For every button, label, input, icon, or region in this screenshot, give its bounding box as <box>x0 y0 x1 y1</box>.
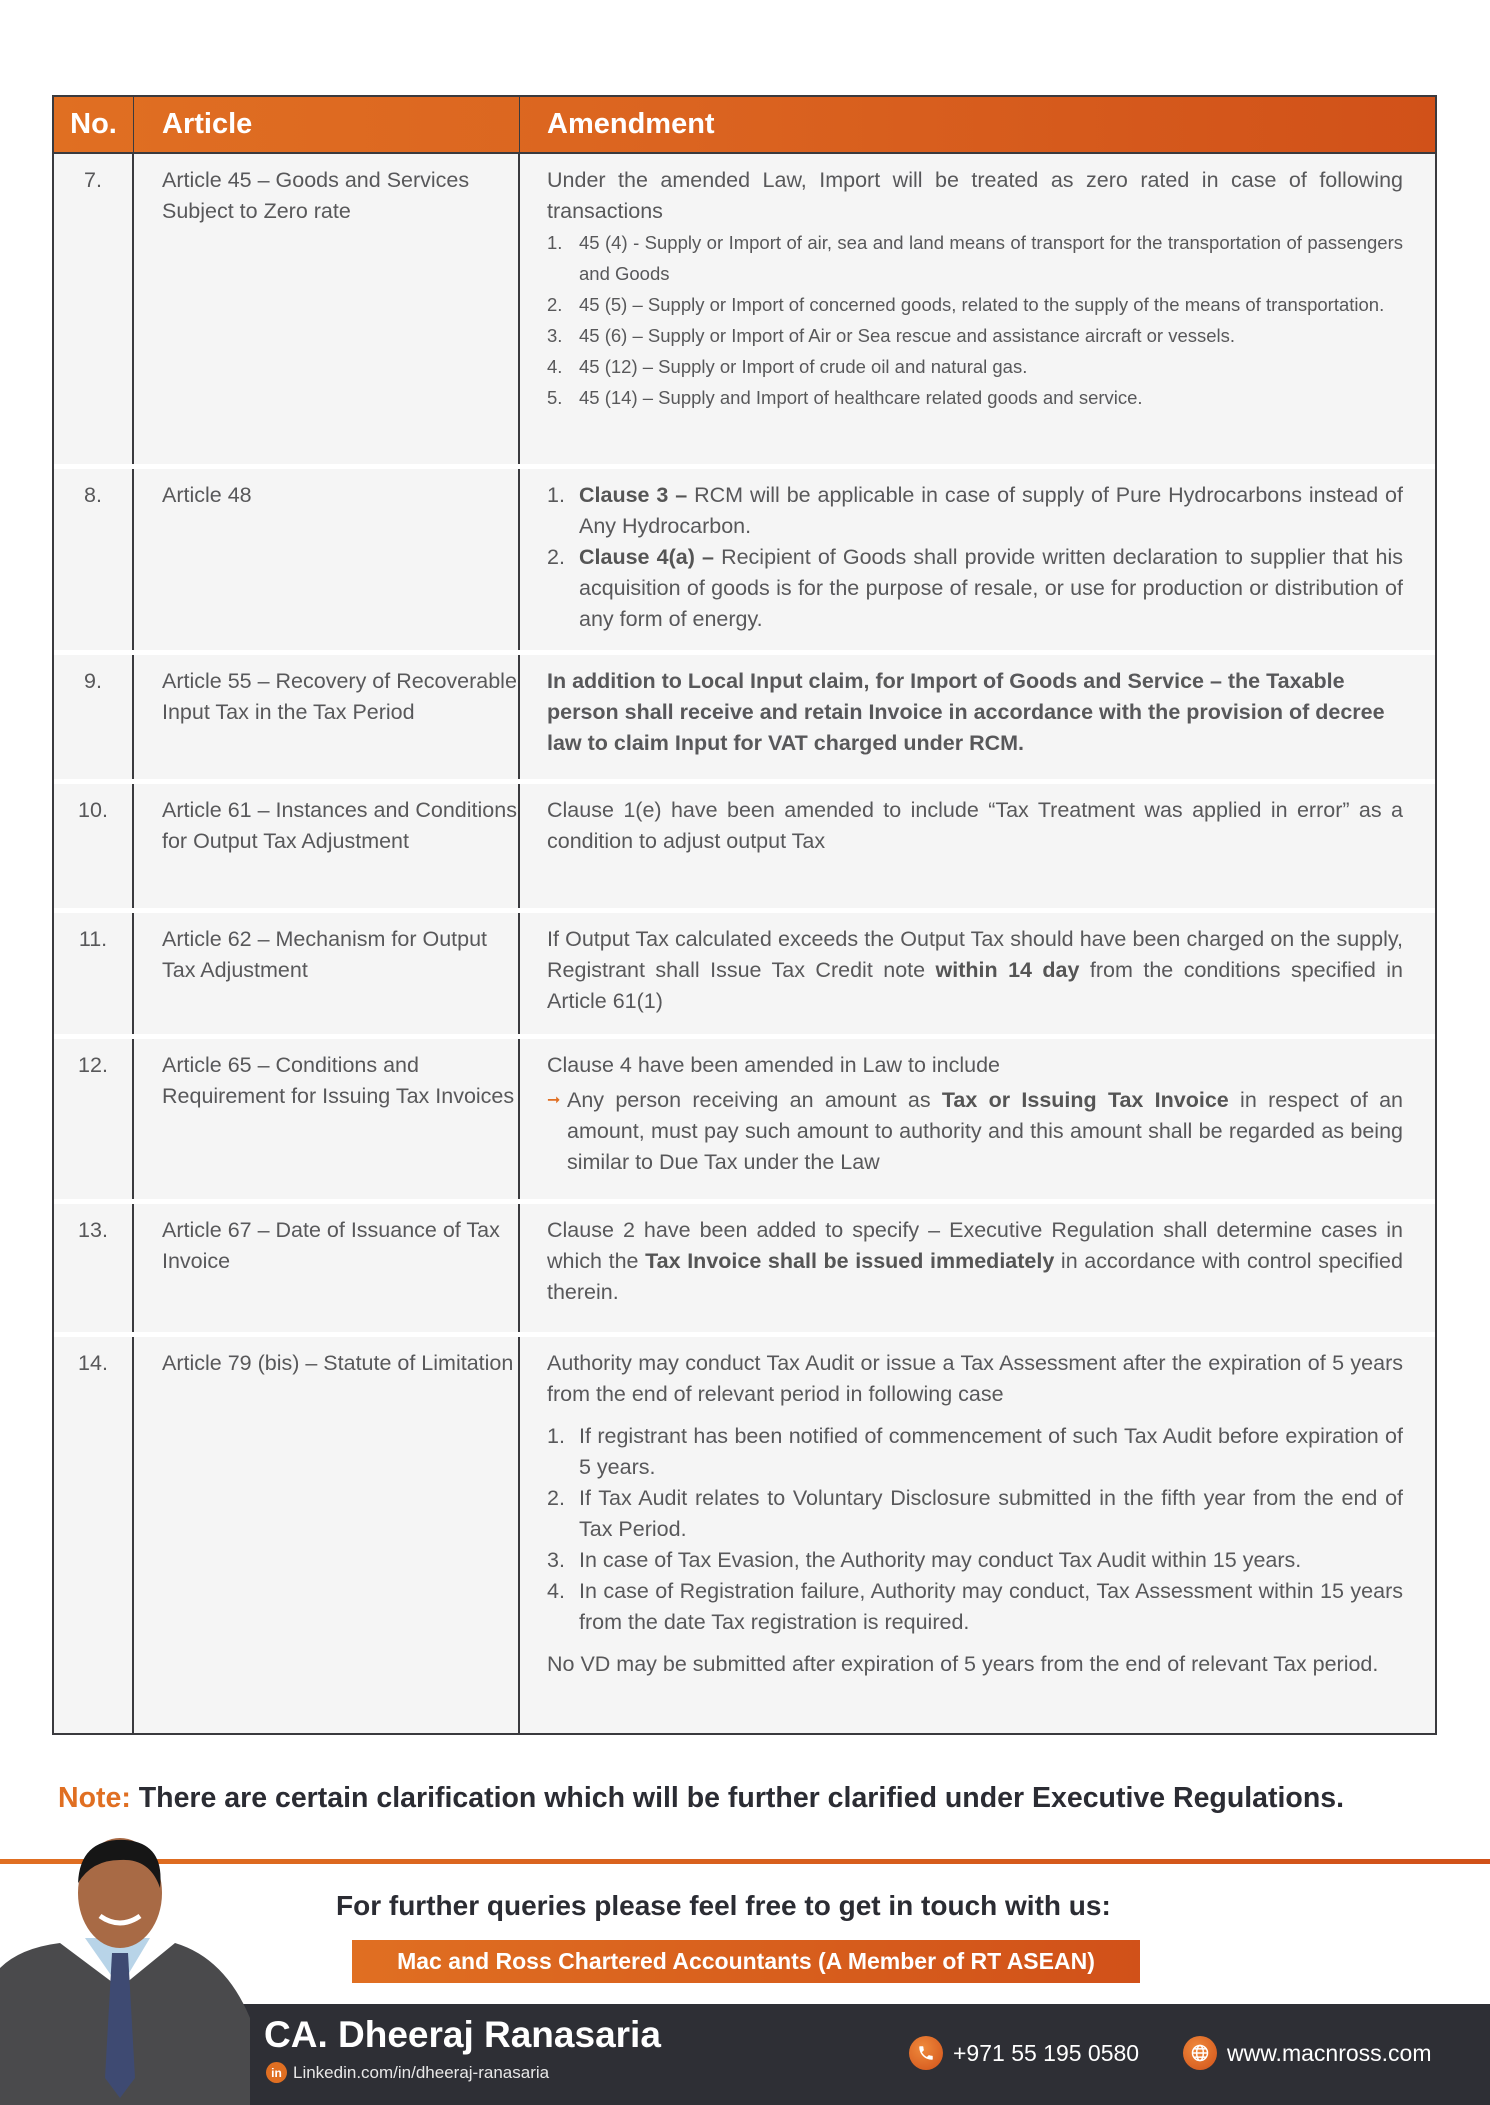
amendment-text: In addition to Local Input claim, for Import of Goods and Service – the Taxable person shall receive and retain Invoice in accordance with the provision of decree law to claim Input for VAT charged under RCM. <box>547 669 1385 755</box>
list-item: 3. In case of Tax Evasion, the Authority may conduct Tax Audit within 15 years. <box>547 1548 1302 1572</box>
row-number: 10. <box>54 784 134 908</box>
arrow-right-icon: ➞ <box>547 1092 561 1109</box>
person-photo <box>0 1838 250 2105</box>
header-no: No. <box>54 97 134 152</box>
amendment-text <box>520 1337 1435 1733</box>
article-title: Article 61 – Instances and Conditions for Output Tax Adjustment <box>134 784 520 908</box>
note-label: Note: <box>58 1782 131 1814</box>
header-amendment: Amendment <box>547 108 715 140</box>
list-item: 2. Clause 4(a) – Recipient of Goods shall provide written declaration to supplier that his acquisition of goods is for the purpose of resale, or use for production or distribution of any form of energy. <box>547 545 1403 631</box>
table-row <box>54 1332 1435 1733</box>
website-contact[interactable] <box>1183 2036 1431 2070</box>
phone-contact[interactable] <box>909 2036 1139 2070</box>
firm-banner: Mac and Ross Chartered Accountants (A Member of RT ASEAN) <box>352 1940 1140 1983</box>
list-item: 1. If registrant has been notified of commencement of such Tax Audit before expiration of 5 years. <box>547 1424 1403 1479</box>
amendment-list <box>547 227 1403 413</box>
note <box>58 1782 1344 1815</box>
table-row <box>54 1034 1435 1199</box>
phone-icon <box>909 2036 943 2070</box>
article-title: Article 67 – Date of Issuance of Tax Invoice <box>134 1204 520 1332</box>
amendment-list <box>547 480 1403 635</box>
list-item: ➞ Any person receiving an amount as Tax or Issuing Tax Invoice in respect of an amount, must pay such amount to authority and this amount shall be regarded as being similar to Due Tax under the Law <box>547 1085 1403 1178</box>
person-name: CA. Dheeraj Ranasaria <box>264 2014 661 2055</box>
phone-number: +971 55 195 0580 <box>953 2039 1140 2066</box>
amendment-intro: Under the amended Law, Import will be treated as zero rated in case of following transactions <box>547 168 1403 223</box>
note-text: There are certain clarification which will be further clarified under Executive Regulations. <box>130 1782 1344 1814</box>
amendment-intro: Authority may conduct Tax Audit or issue a Tax Assessment after the expiration of 5 years from the end of relevant period in following case <box>547 1351 1403 1406</box>
linkedin-link[interactable] <box>266 2062 549 2083</box>
list-item: 5. 45 (14) – Supply and Import of healthcare related goods and service. <box>547 387 1143 408</box>
amendment-text: Clause 1(e) have been amended to include “Tax Treatment was applied in error” as a condition to adjust output Tax <box>547 798 1403 853</box>
article-title: Article 45 – Goods and Services Subject to Zero rate <box>134 154 520 464</box>
website-url: www.macnross.com <box>1227 2039 1432 2066</box>
list-item: 3. 45 (6) – Supply or Import of Air or Sea rescue and assistance aircraft or vessels. <box>547 325 1236 346</box>
row-number: 11. <box>54 913 134 1034</box>
row-number: 14. <box>54 1337 134 1733</box>
row-number: 8. <box>54 469 134 650</box>
table-header <box>54 97 1435 154</box>
header-article: Article <box>134 97 520 152</box>
list-item: 2. 45 (5) – Supply or Import of concerned goods, related to the supply of the means of transportation. <box>547 294 1385 315</box>
row-number: 7. <box>54 154 134 464</box>
table-row <box>54 1199 1435 1332</box>
table-row <box>54 650 1435 779</box>
article-title: Article 62 – Mechanism for Output Tax Adjustment <box>134 913 520 1034</box>
list-item: 1. 45 (4) - Supply or Import of air, sea and land means of transport for the transportation of passengers and Goods <box>547 232 1403 284</box>
amendment-intro: Clause 4 have been amended in Law to include <box>547 1053 1001 1077</box>
amendments-table <box>52 95 1437 1735</box>
row-number: 12. <box>54 1039 134 1199</box>
amendment-list <box>547 1421 1403 1638</box>
row-number: 13. <box>54 1204 134 1332</box>
amendment-text <box>520 1039 1435 1199</box>
table-row <box>54 908 1435 1034</box>
article-title: Article 55 – Recovery of Recoverable Input Tax in the Tax Period <box>134 655 520 779</box>
article-title: Article 48 <box>134 469 520 650</box>
linkedin-icon: in <box>266 2062 287 2083</box>
amendment-outro: No VD may be submitted after expiration of 5 years from the end of relevant Tax period. <box>547 1652 1379 1676</box>
list-item: 4. In case of Registration failure, Authority may conduct, Tax Assessment within 15 years from the date Tax registration is required. <box>547 1579 1403 1634</box>
table-row <box>54 154 1435 464</box>
amendment-text: If Output Tax calculated exceeds the Output Tax should have been charged on the supply, Registrant shall Issue Tax Credit note within 14 day from the conditions specified in Article 61(1) <box>547 927 1403 1013</box>
amendment-text <box>520 154 1435 464</box>
table-row <box>54 779 1435 908</box>
list-item: 2. If Tax Audit relates to Voluntary Disclosure submitted in the fifth year from the end of Tax Period. <box>547 1486 1403 1541</box>
row-number: 9. <box>54 655 134 779</box>
globe-icon <box>1183 2036 1217 2070</box>
table-row <box>54 464 1435 650</box>
amendment-text <box>520 469 1435 650</box>
article-title: Article 79 (bis) – Statute of Limitation <box>134 1337 520 1733</box>
amendment-text: Clause 2 have been added to specify – Executive Regulation shall determine cases in which the Tax Invoice shall be issued immediately in accordance with control specified therein. <box>547 1218 1403 1304</box>
article-title: Article 65 – Conditions and Requirement for Issuing Tax Invoices <box>134 1039 520 1199</box>
list-item: 1. Clause 3 – RCM will be applicable in case of supply of Pure Hydrocarbons instead of Any Hydrocarbon. <box>547 483 1403 538</box>
contact-heading: For further queries please feel free to get in touch with us: <box>336 1890 1111 1921</box>
linkedin-url: Linkedin.com/in/dheeraj-ranasaria <box>293 2062 550 2082</box>
list-item: 4. 45 (12) – Supply or Import of crude oil and natural gas. <box>547 356 1028 377</box>
